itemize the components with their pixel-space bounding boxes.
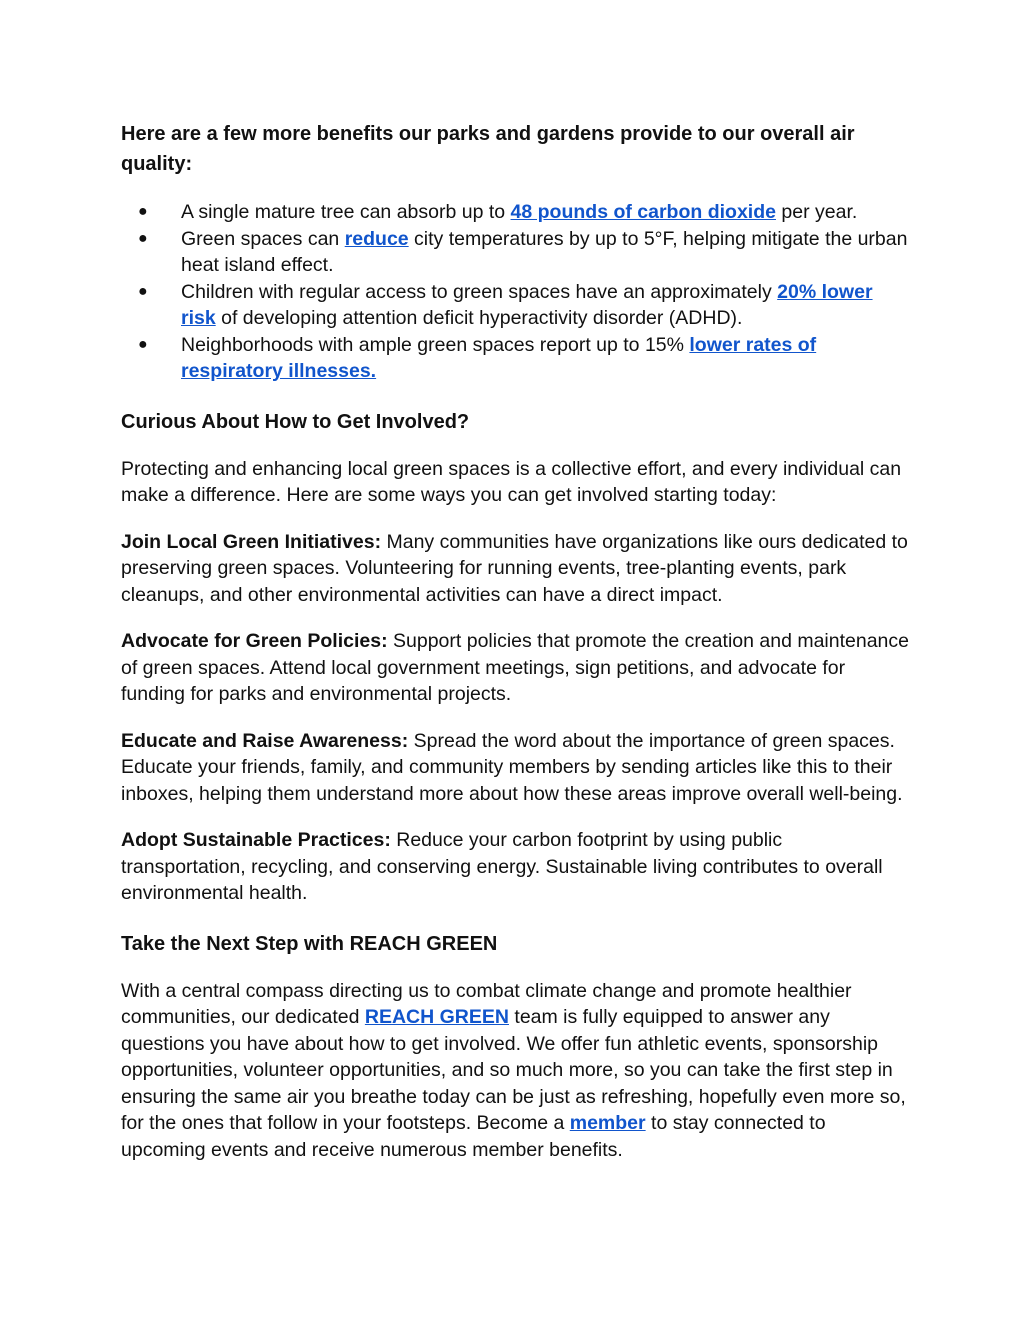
bullet-text: Neighborhoods with ample green spaces report up to 15% (181, 333, 690, 356)
bullet-text: city temperatures by up to 5°F, helping mitigate the urban heat island effect. (181, 227, 908, 276)
educate-awareness-paragraph (121, 728, 911, 808)
document-page (121, 119, 911, 1163)
next-step-heading: Take the Next Step with REACH GREEN (121, 932, 498, 955)
carbon-dioxide-link[interactable]: 48 pounds of carbon dioxide (510, 201, 776, 223)
bullet-icon: ● (138, 203, 148, 220)
paragraph-lead: Educate and Raise Awareness: (121, 729, 409, 752)
get-involved-heading: Curious About How to Get Involved? (121, 410, 470, 433)
lower-risk-link[interactable]: 20% lower risk (181, 280, 873, 329)
paragraph-lead: Join Local Green Initiatives: (121, 530, 382, 553)
paragraph-body: to stay connected to upcoming events and receive numerous member benefits. (121, 1112, 826, 1161)
bullet-text: Children with regular access to green spaces have an approximately (181, 280, 778, 303)
sustainable-practices-paragraph (121, 827, 911, 907)
list-item (121, 332, 911, 385)
paragraph-lead: Advocate for Green Policies: (121, 630, 388, 652)
list-item (121, 279, 911, 332)
member-link[interactable]: member (569, 1112, 646, 1134)
bullet-icon: ● (138, 282, 148, 300)
benefits-list (121, 199, 911, 385)
list-item (121, 226, 911, 279)
paragraph-body: Many communities have organizations like ours dedicated to preserving green spaces. Volunteering for running events, tree-planting events, park cleanups, and other environmental activities can have a direct impact. (121, 530, 908, 606)
reach-green-paragraph (121, 978, 911, 1164)
list-item (121, 199, 911, 226)
bullet-icon: ● (138, 229, 148, 247)
get-involved-intro: Protecting and enhancing local green spaces is a collective effort, and every individual can make a difference. Here are some ways you can get involved starting today: (121, 457, 902, 506)
reach-green-link[interactable]: REACH GREEN (364, 1006, 509, 1028)
paragraph-body: Support policies that promote the creation and maintenance of green spaces. Attend local government meetings, sign petitions, and advocate for funding for parks and environmental projects. (121, 630, 909, 705)
respiratory-illnesses-link[interactable]: lower rates of respiratory illnesses. (181, 333, 817, 382)
bullet-text: A single mature tree can absorb up to (181, 201, 511, 223)
paragraph-body: With a central compass directing us to combat climate change and promote healthier communities, our dedicated (121, 979, 852, 1028)
paragraph-body: Reduce your carbon footprint by using public transportation, recycling, and conserving energy. Sustainable living contributes to overall environmental health. (121, 829, 883, 904)
bullet-text: of developing attention deficit hyperactivity disorder (ADHD). (215, 307, 743, 329)
paragraph-lead: Adopt Sustainable Practices: (121, 829, 391, 851)
advocate-policies-paragraph (121, 628, 911, 708)
paragraph-body: team is fully equipped to answer any questions you have about how to get involved. We offer fun athletic events, sponsorship opportunities, volunteer opportunities, and so much more, so you can take the first step in ensuring the same air you breathe today can be just as refreshing, hopefully even more so, for the ones that follow in your footsteps. Become a (121, 1006, 906, 1134)
bullet-text: per year. (775, 201, 858, 223)
paragraph-body: Spread the word about the importance of green spaces. Educate your friends, family, and community members by sending articles like this to their inboxes, helping them understand more about how these areas improve overall well-being. (121, 729, 903, 805)
reduce-link[interactable]: reduce (344, 227, 409, 250)
intro-heading: Here are a few more benefits our parks and gardens provide to our overall air quality: (121, 123, 855, 175)
bullet-icon: ● (138, 335, 148, 353)
bullet-text: Green spaces can (181, 227, 345, 250)
join-initiatives-paragraph (121, 529, 911, 609)
